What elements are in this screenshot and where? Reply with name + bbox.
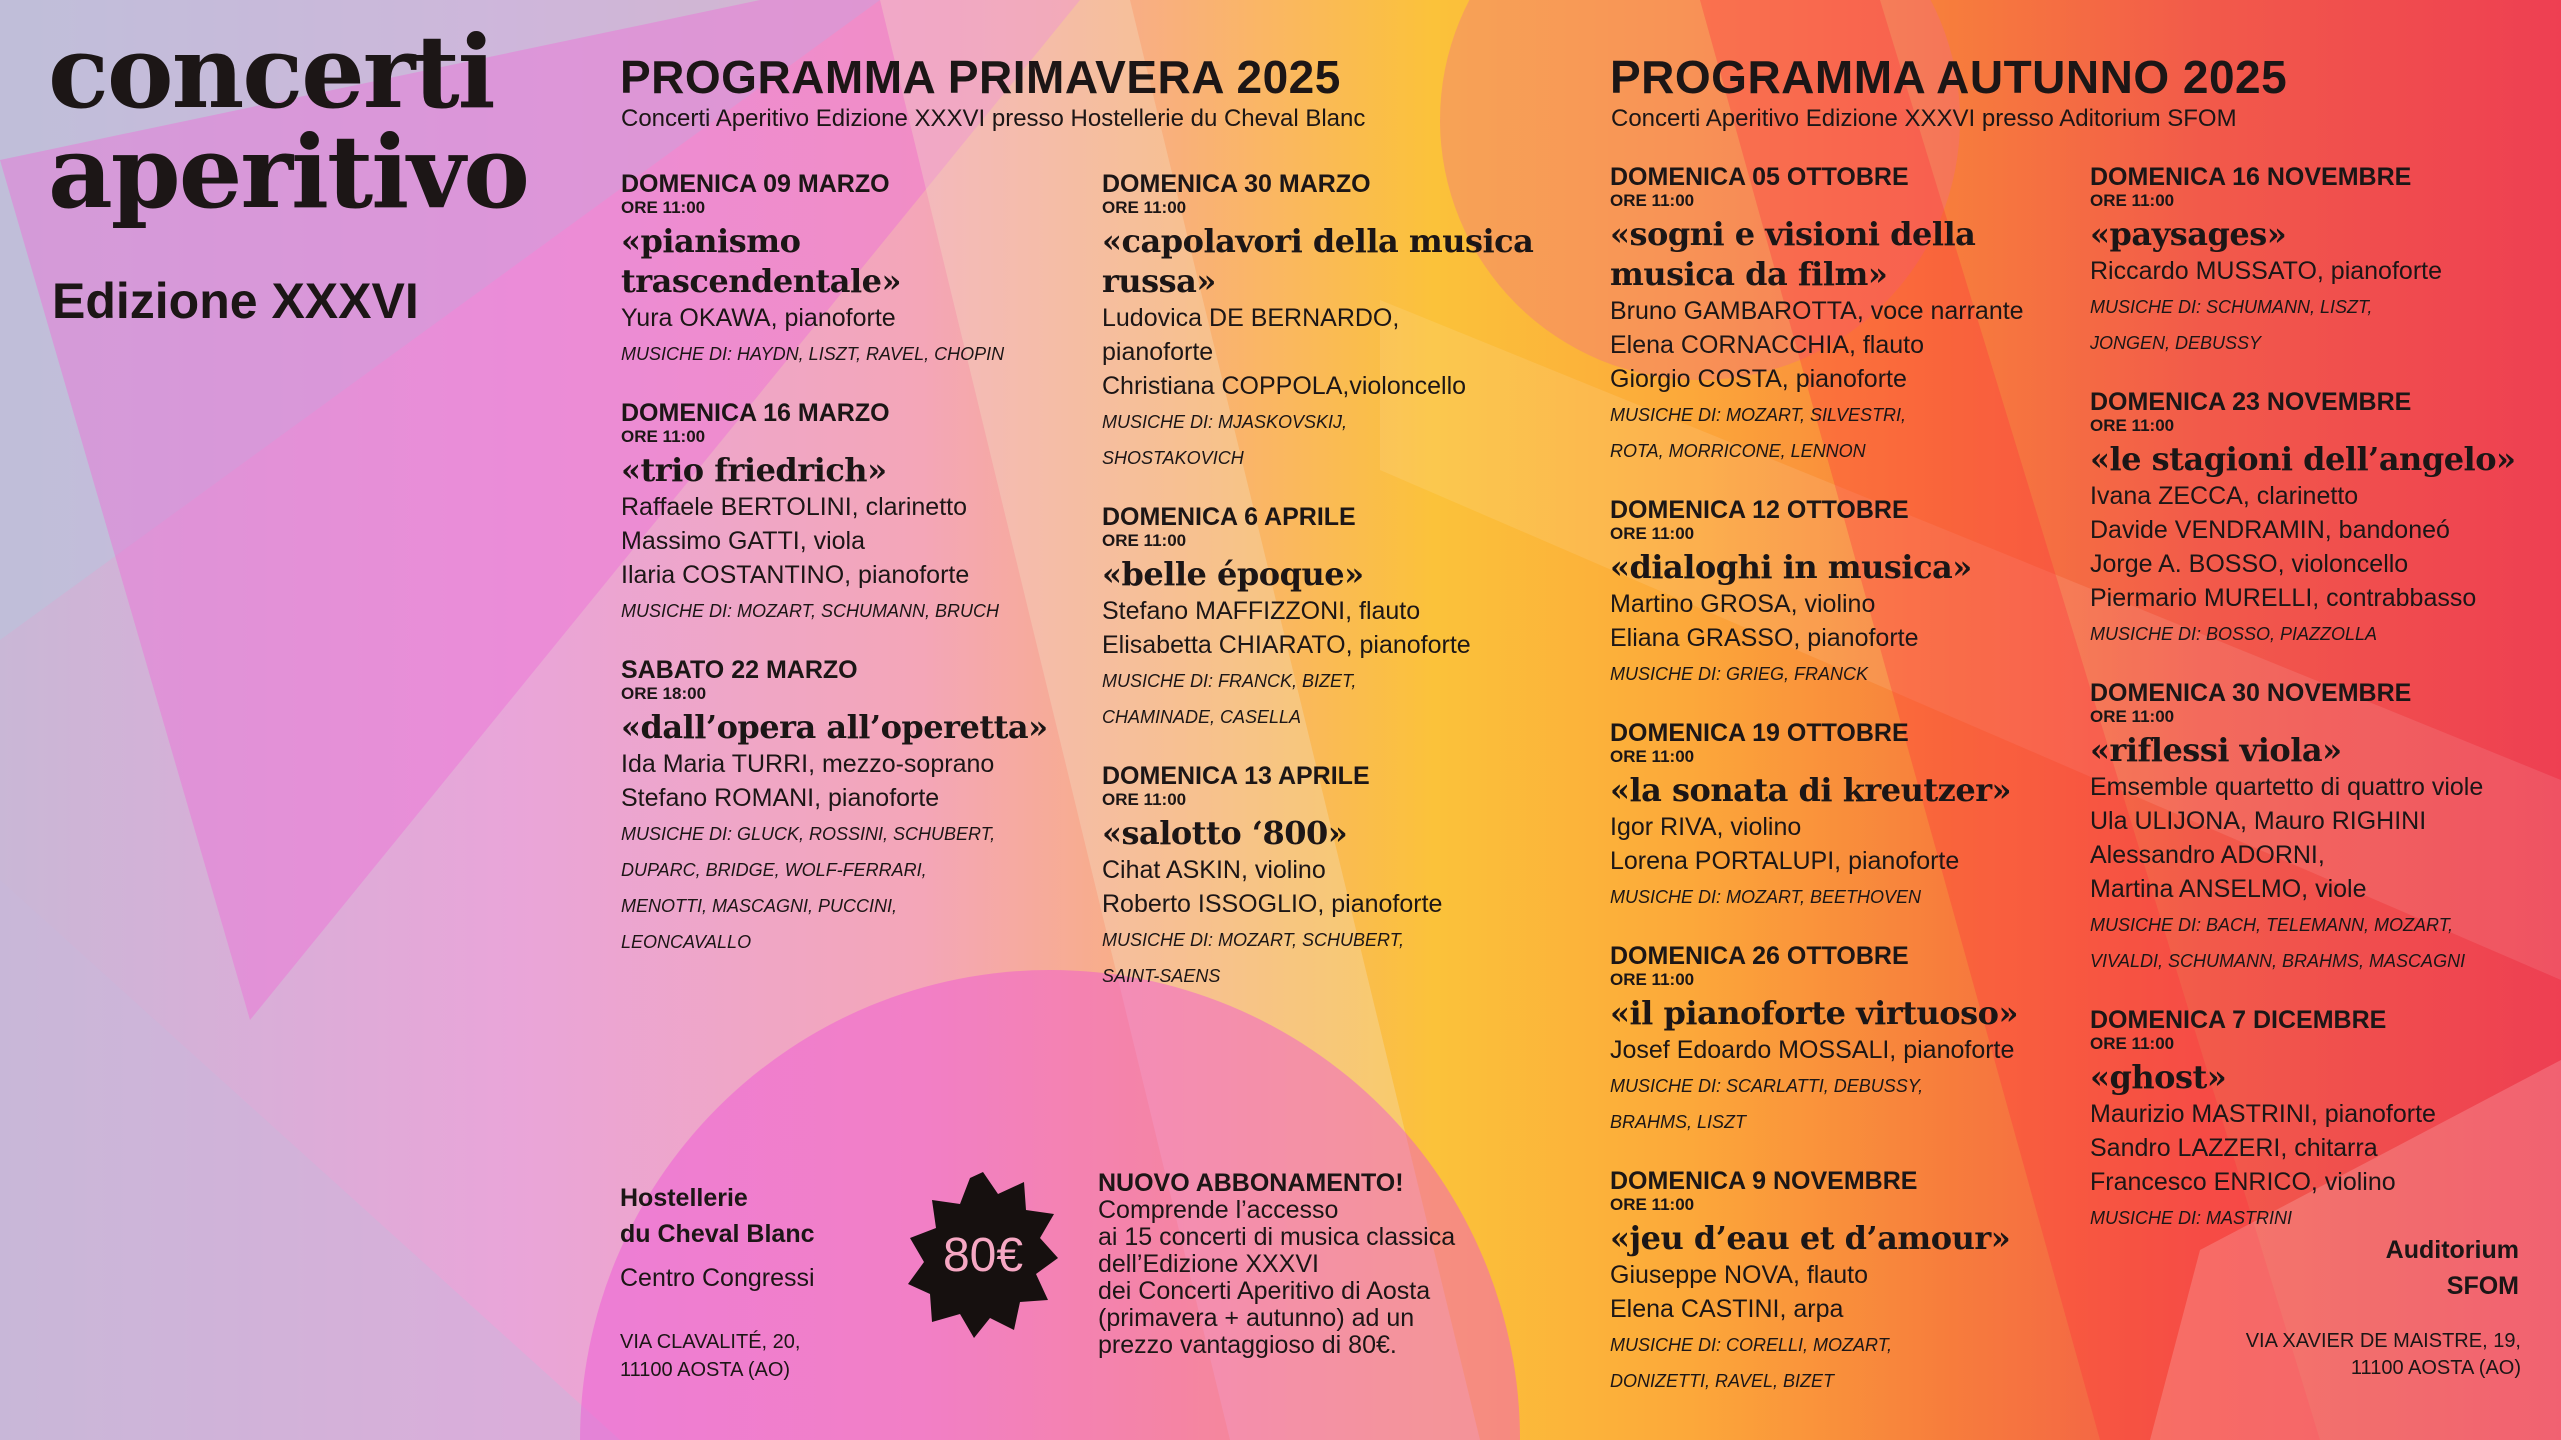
composers-line: MUSICHE DI: MOZART, SCHUMANN, BRUCH — [621, 601, 1000, 621]
concert-event — [2090, 1006, 2550, 1235]
promo-line: prezzo vantaggioso di 80€. — [1098, 1331, 1397, 1359]
concert-event — [2090, 388, 2550, 651]
composers-line: MUSICHE DI: MOZART, BEETHOVEN — [1610, 887, 1922, 907]
event-performers — [2090, 770, 2550, 906]
event-date: DOMENICA 23 NOVEMBRE — [2090, 388, 2412, 416]
venue2-address — [2246, 1328, 2521, 1382]
edition-label: Edizione XXXVI — [52, 273, 419, 329]
concert-event — [1610, 163, 2060, 468]
performer-line: Ula ULIJONA, Mauro RIGHINI — [2090, 807, 2427, 835]
venue-hostellerie — [620, 1180, 815, 1384]
venue-name-line-2: du Cheval Blanc — [620, 1220, 815, 1248]
autumn-heading: PROGRAMMA AUTUNNO 2025 — [1610, 51, 2288, 103]
event-title: «jeu d’eau et d’amour» — [1610, 1219, 2011, 1257]
performer-line: Eliana GRASSO, pianoforte — [1610, 624, 1919, 652]
venue-subtitle: Centro Congressi — [620, 1264, 815, 1292]
event-title: «la sonata di kreutzer» — [1610, 771, 2012, 809]
concert-event — [1610, 1167, 2060, 1398]
event-time: ORE 11:00 — [2090, 416, 2175, 435]
event-performers — [1102, 301, 1542, 403]
event-performers — [2090, 479, 2550, 615]
composers-line: VIVALDI, SCHUMANN, BRAHMS, MASCAGNI — [2090, 951, 2466, 971]
composers-line: MUSICHE DI: CORELLI, MOZART, — [1610, 1335, 1893, 1355]
event-performers — [1610, 1033, 2060, 1067]
event-title: «trio friedrich» — [621, 451, 887, 489]
event-performers — [1610, 1258, 2060, 1326]
composers-line: MUSICHE DI: FRANCK, BIZET, — [1102, 671, 1357, 691]
event-date: DOMENICA 12 OTTOBRE — [1610, 496, 1909, 524]
performer-line: Martina ANSELMO, viole — [2090, 875, 2367, 903]
composers-line: MUSICHE DI: GRIEG, FRANCK — [1610, 664, 1869, 684]
composers-line: DONIZETTI, RAVEL, BIZET — [1610, 1371, 1835, 1391]
event-date: DOMENICA 26 OTTOBRE — [1610, 942, 1909, 970]
event-time: ORE 11:00 — [1610, 1195, 1695, 1214]
concert-event — [1610, 719, 2060, 914]
venue2-address-line-2: 11100 AOSTA (AO) — [2350, 1357, 2521, 1379]
event-composers — [2090, 1201, 2550, 1235]
concert-event — [1102, 762, 1542, 993]
venue-auditorium — [2386, 1232, 2519, 1304]
composers-line: MUSICHE DI: MASTRINI — [2090, 1208, 2293, 1228]
event-composers — [621, 337, 1061, 371]
event-title: «ghost» — [2090, 1058, 2227, 1096]
event-date: DOMENICA 09 MARZO — [621, 170, 890, 198]
event-time: ORE 11:00 — [1610, 747, 1695, 766]
performer-line: Piermario MURELLI, contrabbasso — [2090, 584, 2477, 612]
event-composers — [621, 817, 1061, 959]
composers-line: MUSICHE DI: MJASKOVSKIJ, — [1102, 412, 1348, 432]
event-time: ORE 11:00 — [1102, 790, 1187, 809]
event-title: «paysages» — [2090, 215, 2287, 253]
event-time: ORE 11:00 — [2090, 191, 2175, 210]
composers-line: CHAMINADE, CASELLA — [1102, 707, 1302, 727]
event-time: ORE 11:00 — [1610, 191, 1695, 210]
event-composers — [1102, 664, 1542, 734]
event-composers — [2090, 908, 2550, 978]
concert-event — [2090, 163, 2550, 360]
promo-text — [1098, 1197, 1518, 1359]
spring-heading: PROGRAMMA PRIMAVERA 2025 — [620, 51, 1341, 103]
event-date: DOMENICA 30 NOVEMBRE — [2090, 679, 2412, 707]
event-title: «capolavori della musica russa» — [1102, 222, 1534, 300]
performer-line: Riccardo MUSSATO, pianoforte — [2090, 257, 2442, 285]
event-title: «belle époque» — [1102, 555, 1364, 593]
concert-event — [1610, 942, 2060, 1139]
concert-event — [1102, 170, 1542, 475]
event-performers — [1610, 587, 2060, 655]
performer-line: Martino GROSA, violino — [1610, 590, 1876, 618]
price-badge — [908, 1172, 1058, 1338]
event-date: DOMENICA 05 OTTOBRE — [1610, 163, 1909, 191]
event-time: ORE 11:00 — [1610, 524, 1695, 543]
logo — [48, 13, 528, 231]
performer-line: Josef Edoardo MOSSALI, pianoforte — [1610, 1036, 2015, 1064]
event-composers — [1610, 1328, 2060, 1398]
composers-line: DUPARC, BRIDGE, WOLF-FERRARI, — [621, 860, 927, 880]
composers-line: SAINT-SAENS — [1102, 966, 1221, 986]
venue-address-line-2: 11100 AOSTA (AO) — [620, 1359, 791, 1381]
composers-line: MUSICHE DI: MOZART, SILVESTRI, — [1610, 405, 1907, 425]
performer-line: Yura OKAWA, pianoforte — [621, 304, 896, 332]
event-title: «il pianoforte virtuoso» — [1610, 994, 2018, 1032]
composers-line: BRAHMS, LISZT — [1610, 1112, 1747, 1132]
event-title: «pianismo trascendentale» — [621, 222, 902, 300]
autumn-subtitle: Concerti Aperitivo Edizione XXXVI presso Aditorium SFOM — [1611, 105, 2237, 132]
promo-line: dei Concerti Aperitivo di Aosta — [1098, 1277, 1431, 1305]
event-performers — [1102, 594, 1542, 662]
concert-event — [621, 656, 1061, 959]
event-date: DOMENICA 16 MARZO — [621, 399, 890, 427]
performer-line: Alessandro ADORNI, — [2090, 841, 2325, 869]
performer-line: Massimo GATTI, viola — [621, 527, 866, 555]
event-date: DOMENICA 13 APRILE — [1102, 762, 1370, 790]
event-date: DOMENICA 16 NOVEMBRE — [2090, 163, 2412, 191]
performer-line: Ida Maria TURRI, mezzo-soprano — [621, 750, 995, 778]
performer-line: pianoforte — [1102, 338, 1214, 366]
spring-col-1 — [621, 170, 1061, 987]
venue-address-line-1: VIA CLAVALITÉ, 20, — [620, 1331, 801, 1353]
event-date: DOMENICA 7 DICEMBRE — [2090, 1006, 2387, 1034]
performer-line: Stefano ROMANI, pianoforte — [621, 784, 940, 812]
performer-line: Christiana COPPOLA,violoncello — [1102, 372, 1467, 400]
composers-line: MENOTTI, MASCAGNI, PUCCINI, — [621, 896, 898, 916]
event-title: «sogni e visioni della musica da film» — [1610, 215, 1976, 293]
concert-event — [1610, 496, 2060, 691]
spring-subtitle: Concerti Aperitivo Edizione XXXVI presso Hostellerie du Cheval Blanc — [621, 105, 1366, 132]
promo-line: ai 15 concerti di musica classica — [1098, 1223, 1456, 1251]
event-composers — [1610, 398, 2060, 468]
subscription-promo — [1098, 1170, 1518, 1359]
logo-line-1: concerti — [48, 13, 494, 131]
event-date: SABATO 22 MARZO — [621, 656, 858, 684]
performer-line: Giorgio COSTA, pianoforte — [1610, 365, 1907, 393]
event-composers — [1102, 923, 1542, 993]
event-title: «le stagioni dell’angelo» — [2090, 440, 2516, 478]
performer-line: Jorge A. BOSSO, violoncello — [2090, 550, 2409, 578]
concert-event — [621, 399, 1061, 628]
performer-line: Elena CORNACCHIA, flauto — [1610, 331, 1925, 359]
concert-event — [621, 170, 1061, 371]
event-composers — [1102, 405, 1542, 475]
event-composers — [1610, 880, 2060, 914]
performer-line: Stefano MAFFIZZONI, flauto — [1102, 597, 1421, 625]
composers-line: JONGEN, DEBUSSY — [2090, 333, 2262, 353]
event-title: «riflessi viola» — [2090, 731, 2342, 769]
venue2-name-line-2: SFOM — [2446, 1272, 2519, 1300]
venue2-address-line-1: VIA XAVIER DE MAISTRE, 19, — [2245, 1330, 2521, 1352]
composers-line: MUSICHE DI: BOSSO, PIAZZOLLA — [2090, 624, 2378, 644]
price-text: 80€ — [942, 1228, 1024, 1282]
composers-line: ROTA, MORRICONE, LENNON — [1610, 441, 1866, 461]
performer-line: Ludovica DE BERNARDO, — [1102, 304, 1400, 332]
logo-line-2: aperitivo — [48, 113, 528, 231]
venue-name-line-1: Hostellerie — [620, 1184, 748, 1212]
event-time: ORE 11:00 — [1102, 198, 1187, 217]
composers-line: MUSICHE DI: HAYDN, LISZT, RAVEL, CHOPIN — [621, 344, 1005, 364]
event-time: ORE 11:00 — [621, 427, 706, 446]
event-date: DOMENICA 30 MARZO — [1102, 170, 1371, 198]
performer-line: Elisabetta CHIARATO, pianoforte — [1102, 631, 1471, 659]
performer-line: Igor RIVA, violino — [1610, 813, 1802, 841]
composers-line: LEONCAVALLO — [621, 932, 752, 952]
event-performers — [2090, 254, 2550, 288]
performer-line: Bruno GAMBAROTTA, voce narrante — [1610, 297, 2024, 325]
event-performers — [621, 490, 1061, 592]
event-date: DOMENICA 9 NOVEMBRE — [1610, 1167, 1918, 1195]
composers-line: SHOSTAKOVICH — [1102, 448, 1244, 468]
performer-line: Giuseppe NOVA, flauto — [1610, 1261, 1869, 1289]
event-performers — [1102, 853, 1542, 921]
composers-line: MUSICHE DI: GLUCK, ROSSINI, SCHUBERT, — [621, 824, 996, 844]
concert-event — [2090, 679, 2550, 978]
performer-line: Elena CASTINI, arpa — [1610, 1295, 1844, 1323]
event-performers — [2090, 1097, 2550, 1199]
event-performers — [1610, 294, 2060, 396]
composers-line: MUSICHE DI: BACH, TELEMANN, MOZART, — [2090, 915, 2454, 935]
event-performers — [621, 747, 1061, 815]
event-date: DOMENICA 6 APRILE — [1102, 503, 1356, 531]
performer-line: Raffaele BERTOLINI, clarinetto — [621, 493, 968, 521]
performer-line: Lorena PORTALUPI, pianoforte — [1610, 847, 1960, 875]
event-time: ORE 18:00 — [621, 684, 707, 703]
event-title: «dall’opera all’operetta» — [621, 708, 1048, 746]
performer-line: Ivana ZECCA, clarinetto — [2090, 482, 2359, 510]
performer-line: Emsemble quartetto di quattro viole — [2090, 773, 2484, 801]
spring-col-2 — [1102, 170, 1542, 1021]
promo-line: dell’Edizione XXXVI — [1098, 1250, 1319, 1278]
promo-line: Comprende l’accesso — [1098, 1196, 1339, 1224]
performer-line: Roberto ISSOGLIO, pianoforte — [1102, 890, 1443, 918]
event-composers — [2090, 617, 2550, 651]
concert-event — [1102, 503, 1542, 734]
event-date: DOMENICA 19 OTTOBRE — [1610, 719, 1909, 747]
event-composers — [621, 594, 1061, 628]
performer-line: Ilaria COSTANTINO, pianoforte — [621, 561, 970, 589]
performer-line: Maurizio MASTRINI, pianoforte — [2090, 1100, 2436, 1128]
performer-line: Davide VENDRAMIN, bandoneó — [2090, 516, 2450, 544]
promo-line: (primavera + autunno) ad un — [1098, 1304, 1415, 1332]
event-composers — [2090, 290, 2550, 360]
event-title: «dialoghi in musica» — [1610, 548, 1972, 586]
performer-line: Francesco ENRICO, violino — [2090, 1168, 2396, 1196]
event-time: ORE 11:00 — [1610, 970, 1695, 989]
composers-line: MUSICHE DI: SCHUMANN, LISZT, — [2090, 297, 2373, 317]
autumn-col-1 — [1610, 163, 2060, 1426]
event-composers — [1610, 1069, 2060, 1139]
autumn-col-2 — [2090, 163, 2550, 1263]
event-title: «salotto ‘800» — [1102, 814, 1348, 852]
performer-line: Cihat ASKIN, violino — [1102, 856, 1326, 884]
event-time: ORE 11:00 — [2090, 1034, 2175, 1053]
performer-line: Sandro LAZZERI, chitarra — [2090, 1134, 2378, 1162]
event-performers — [621, 301, 1061, 335]
composers-line: MUSICHE DI: MOZART, SCHUBERT, — [1102, 930, 1405, 950]
event-composers — [1610, 657, 2060, 691]
venue2-name-line-1: Auditorium — [2385, 1236, 2519, 1264]
event-performers — [1610, 810, 2060, 878]
composers-line: MUSICHE DI: SCARLATTI, DEBUSSY, — [1610, 1076, 1924, 1096]
event-time: ORE 11:00 — [2090, 707, 2175, 726]
promo-heading: NUOVO ABBONAMENTO! — [1098, 1169, 1404, 1197]
event-time: ORE 11:00 — [621, 198, 706, 217]
event-time: ORE 11:00 — [1102, 531, 1187, 550]
